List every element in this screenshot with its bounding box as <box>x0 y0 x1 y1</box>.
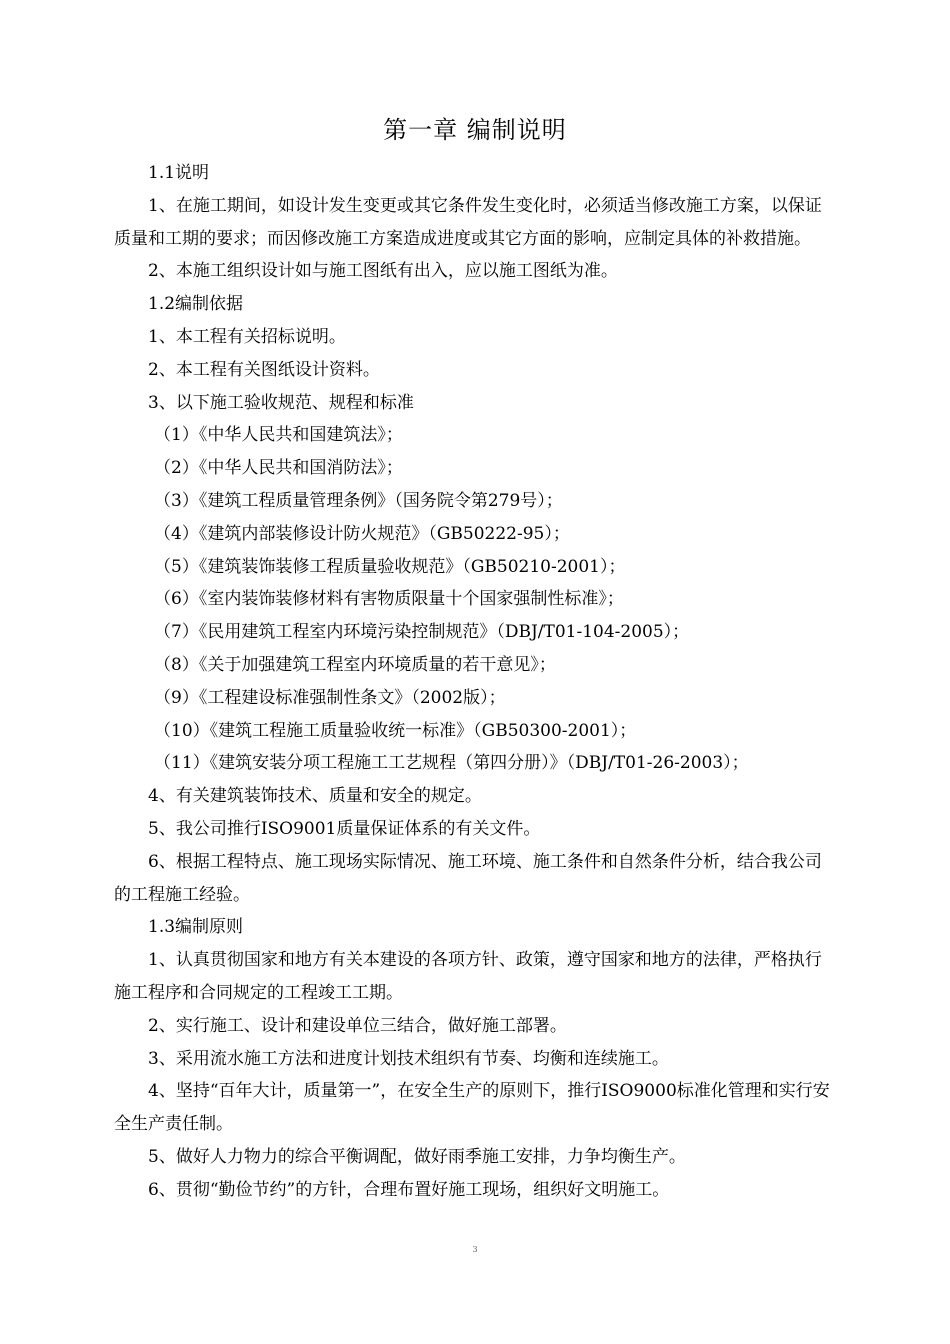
paragraph: 3、以下施工验收规范、规程和标准 <box>148 392 414 413</box>
standard-item: （8）《关于加强建筑工程室内环境质量的若干意见》； <box>154 654 556 675</box>
standard-item: （2）《中华人民共和国消防法》； <box>154 458 403 479</box>
paragraph: 1、在施工期间，如设计发生变更或其它条件发生变化时，必须适当修改施工方案，以保证质量和工期的要求；而因修改施工方案造成进度或其它方面的影响，应制定具体的补救措施。 <box>114 195 822 249</box>
document-body <box>114 157 838 1207</box>
section-heading-1-3: 1.3编制原则 <box>148 917 244 938</box>
paragraph: 6、贯彻“勤俭节约”的方针，合理布置好施工现场，组织好文明施工。 <box>148 1179 670 1200</box>
paragraph: 4、有关建筑装饰技术、质量和安全的规定。 <box>148 786 482 807</box>
standard-item: （11）《建筑安装分项工程施工工艺规程（第四分册）》（DBJ/T01-26-2003）； <box>154 753 749 774</box>
paragraph: 2、本工程有关图纸设计资料。 <box>148 359 380 380</box>
paragraph: 5、我公司推行ISO9001质量保证体系的有关文件。 <box>148 818 541 839</box>
section-heading-1-1: 1.1说明 <box>148 163 210 183</box>
standard-item: （5）《建筑装饰装修工程质量验收规范》（GB50210-2001）； <box>154 556 626 577</box>
paragraph: 1、本工程有关招标说明。 <box>148 326 346 347</box>
paragraph: 2、本施工组织设计如与施工图纸有出入，应以施工图纸为准。 <box>148 261 618 282</box>
chapter-title: 第一章 编制说明 <box>383 116 567 144</box>
standard-item: （10）《建筑工程施工质量验收统一标准》（GB50300-2001）； <box>154 720 637 741</box>
paragraph: 1、认真贯彻国家和地方有关本建设的各项方针、政策，遵守国家和地方的法律，严格执行施工程序和合同规定的工程竣工工期。 <box>114 950 822 1003</box>
standard-item: （4）《建筑内部装修设计防火规范》（GB50222-95）； <box>154 523 570 544</box>
section-heading-1-2: 1.2编制依据 <box>148 294 244 315</box>
page-number: 3 <box>472 1245 478 1254</box>
standard-item: （7）《民用建筑工程室内环境污染控制规范》（DBJ/T01-104-2005）； <box>154 622 690 643</box>
paragraph: 6、根据工程特点、施工现场实际情况、施工环境、施工条件和自然条件分析，结合我公司的工程施工经验。 <box>114 851 822 905</box>
standard-item: （6）《室内装饰装修材料有害物质限量十个国家强制性标准》； <box>154 589 624 610</box>
paragraph: 3、采用流水施工方法和进度计划技术组织有节奏、均衡和连续施工。 <box>148 1048 669 1069</box>
standard-item: （1）《中华人民共和国建筑法》； <box>154 425 403 446</box>
standard-item: （9）《工程建设标准强制性条文》（2002版）； <box>154 687 506 708</box>
standard-item: （3）《建筑工程质量管理条例》（国务院令第279号）； <box>154 490 563 511</box>
paragraph: 4、坚持“百年大计，质量第一”，在安全生产的原则下，推行ISO9000标准化管理和实行安全生产责任制。 <box>114 1081 830 1135</box>
paragraph: 2、实行施工、设计和建设单位三结合，做好施工部署。 <box>148 1015 567 1036</box>
paragraph: 5、做好人力物力的综合平衡调配，做好雨季施工安排，力争均衡生产。 <box>148 1146 686 1167</box>
